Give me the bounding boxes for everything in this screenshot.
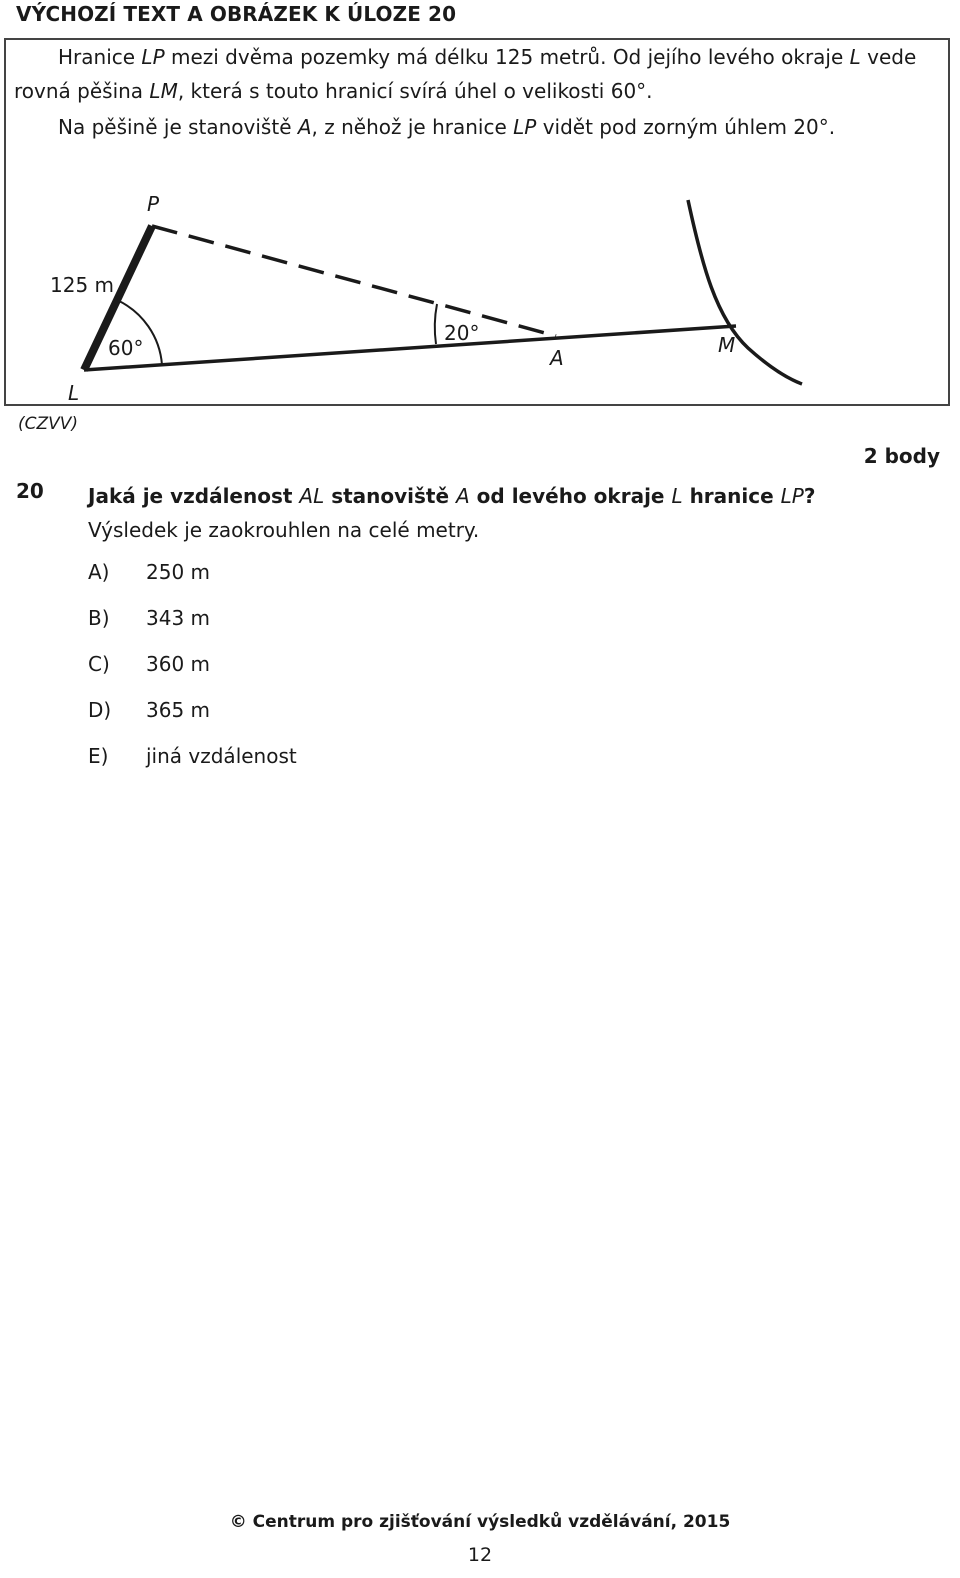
length-label: 125 m <box>50 273 115 297</box>
option-text: jiná vzdálenost <box>146 744 297 768</box>
text-run: , která s touto hranicí svírá úhel o velikosti 60°. <box>177 79 653 103</box>
geometry-figure <box>0 0 960 440</box>
text-run: mezi dvěma pozemky má délku 125 metrů. Od jejího levého okraje <box>164 45 850 69</box>
question-number: 20 <box>16 479 44 503</box>
variable: LM <box>149 79 178 103</box>
points-label: 2 body <box>863 444 940 468</box>
text-run: , z něhož je hranice <box>311 115 514 139</box>
copyright-footer: © Centrum pro zjišťování výsledků vzdělávání, 2015 <box>229 1512 731 1532</box>
option-text: 343 m <box>146 606 211 630</box>
option-text: 250 m <box>146 560 211 584</box>
boundary-curve <box>688 200 802 384</box>
variable: L <box>671 484 683 508</box>
page-number: 12 <box>467 1544 493 1566</box>
source-credit: (CZVV) <box>18 414 79 434</box>
label-A: A <box>550 346 564 370</box>
sight-line-PA <box>152 226 556 336</box>
option-letter: A) <box>88 560 110 584</box>
path-LM <box>84 326 736 370</box>
variable: L <box>849 45 861 69</box>
text-run: Jaká je vzdálenost <box>88 484 300 508</box>
option-text: 365 m <box>146 698 211 722</box>
label-M: M <box>718 333 736 357</box>
angle-label-L: 60° <box>108 336 144 360</box>
label-L: L <box>68 381 80 405</box>
option-text: 360 m <box>146 652 211 676</box>
text-run: Hranice <box>58 45 142 69</box>
text-run: vede rovná pěšina <box>14 45 917 103</box>
text-run: vidět pod zorným úhlem 20°. <box>536 115 836 139</box>
text-run: Na pěšině je stanoviště <box>58 115 298 139</box>
text-run: ? <box>803 484 816 508</box>
question-line-1 <box>88 479 928 513</box>
variable: LP <box>141 45 165 69</box>
variable: AL <box>299 484 325 508</box>
option-letter: D) <box>88 698 112 722</box>
question-line-2: Výsledek je zaokrouhlen na celé metry. <box>88 518 480 542</box>
variable: LP <box>780 484 804 508</box>
text-run: od levého okraje <box>469 484 672 508</box>
angle-label-A: 20° <box>444 321 480 345</box>
variable: LP <box>513 115 537 139</box>
option-letter: C) <box>88 652 110 676</box>
text-run: stanoviště <box>324 484 457 508</box>
text-run: hranice <box>682 484 781 508</box>
option-letter: B) <box>88 606 110 630</box>
question-text <box>88 479 928 547</box>
label-P: P <box>147 192 160 216</box>
angle-arc-A <box>435 304 437 344</box>
section-heading: VÝCHOZÍ TEXT A OBRÁZEK K ÚLOZE 20 <box>16 2 457 26</box>
variable: A <box>456 484 470 508</box>
option-letter: E) <box>88 744 109 768</box>
variable: A <box>297 115 312 139</box>
